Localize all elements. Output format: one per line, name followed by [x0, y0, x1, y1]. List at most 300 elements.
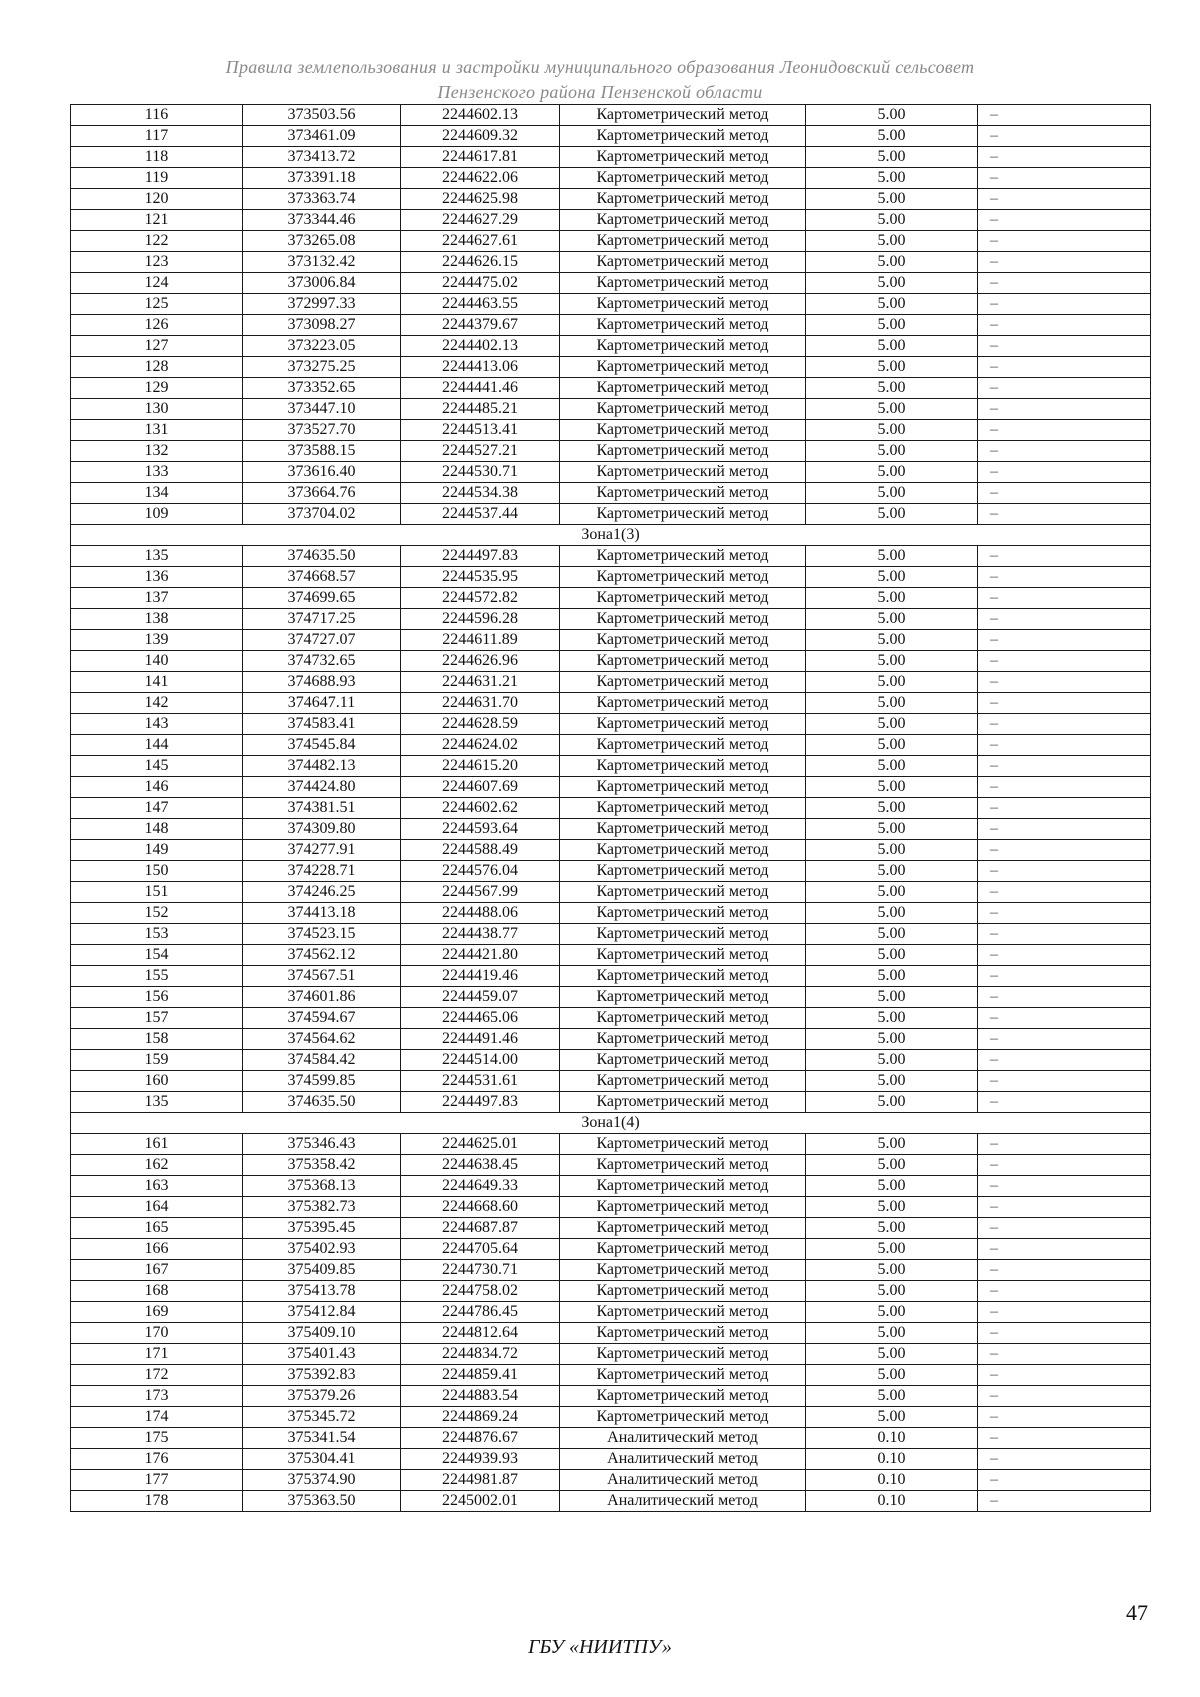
accuracy-cell: 5.00: [806, 1218, 978, 1239]
x-coordinate-cell: 375392.83: [243, 1365, 401, 1386]
point-number-cell: 175: [71, 1428, 243, 1449]
x-coordinate-cell: 375374.90: [243, 1470, 401, 1491]
table-row: [71, 966, 1151, 987]
x-coordinate-cell: 373132.42: [243, 252, 401, 273]
x-coordinate-cell: 375402.93: [243, 1239, 401, 1260]
accuracy-cell: 5.00: [806, 126, 978, 147]
y-coordinate-cell: 2244438.77: [401, 924, 560, 945]
y-coordinate-cell: 2244530.71: [401, 462, 560, 483]
description-cell: –: [978, 609, 1151, 630]
table-row: [71, 630, 1151, 651]
x-coordinate-cell: 373391.18: [243, 168, 401, 189]
accuracy-cell: 5.00: [806, 315, 978, 336]
x-coordinate-cell: 374523.15: [243, 924, 401, 945]
table-row: [71, 294, 1151, 315]
x-coordinate-cell: 374699.65: [243, 588, 401, 609]
point-number-cell: 171: [71, 1344, 243, 1365]
table-row: [71, 1260, 1151, 1281]
y-coordinate-cell: 2244537.44: [401, 504, 560, 525]
point-number-cell: 125: [71, 294, 243, 315]
x-coordinate-cell: 373265.08: [243, 231, 401, 252]
method-cell: Картометрический метод: [560, 1386, 806, 1407]
accuracy-cell: 5.00: [806, 651, 978, 672]
x-coordinate-cell: 374732.65: [243, 651, 401, 672]
accuracy-cell: 5.00: [806, 483, 978, 504]
description-cell: –: [978, 1197, 1151, 1218]
x-coordinate-cell: 375304.41: [243, 1449, 401, 1470]
point-number-cell: 142: [71, 693, 243, 714]
point-number-cell: 139: [71, 630, 243, 651]
table-row: [71, 378, 1151, 399]
accuracy-cell: 5.00: [806, 777, 978, 798]
method-cell: Картометрический метод: [560, 315, 806, 336]
accuracy-cell: 5.00: [806, 1050, 978, 1071]
y-coordinate-cell: 2244572.82: [401, 588, 560, 609]
y-coordinate-cell: 2244705.64: [401, 1239, 560, 1260]
table-row: [71, 1218, 1151, 1239]
description-cell: –: [978, 1239, 1151, 1260]
table-row: [71, 441, 1151, 462]
x-coordinate-cell: 375395.45: [243, 1218, 401, 1239]
description-cell: –: [978, 1449, 1151, 1470]
table-row: [71, 1197, 1151, 1218]
x-coordinate-cell: 375358.42: [243, 1155, 401, 1176]
accuracy-cell: 5.00: [806, 1302, 978, 1323]
point-number-cell: 135: [71, 546, 243, 567]
table-row: [71, 1365, 1151, 1386]
accuracy-cell: 5.00: [806, 1323, 978, 1344]
y-coordinate-cell: 2244441.46: [401, 378, 560, 399]
y-coordinate-cell: 2244638.45: [401, 1155, 560, 1176]
point-number-cell: 165: [71, 1218, 243, 1239]
table-row: [71, 987, 1151, 1008]
table-row: [71, 1092, 1151, 1113]
document-header: [150, 55, 1050, 105]
table-row: [71, 588, 1151, 609]
description-cell: –: [978, 1155, 1151, 1176]
description-cell: –: [978, 1323, 1151, 1344]
table-row: [71, 420, 1151, 441]
method-cell: Картометрический метод: [560, 105, 806, 126]
point-number-cell: 134: [71, 483, 243, 504]
method-cell: Картометрический метод: [560, 336, 806, 357]
x-coordinate-cell: 373503.56: [243, 105, 401, 126]
description-cell: –: [978, 126, 1151, 147]
description-cell: –: [978, 441, 1151, 462]
description-cell: –: [978, 672, 1151, 693]
method-cell: Картометрический метод: [560, 987, 806, 1008]
accuracy-cell: 5.00: [806, 357, 978, 378]
method-cell: Картометрический метод: [560, 462, 806, 483]
point-number-cell: 118: [71, 147, 243, 168]
header-line-2: Пензенского района Пензенской области: [437, 82, 763, 102]
method-cell: Аналитический метод: [560, 1449, 806, 1470]
table-row: [71, 1239, 1151, 1260]
y-coordinate-cell: 2244465.06: [401, 1008, 560, 1029]
point-number-cell: 150: [71, 861, 243, 882]
point-number-cell: 132: [71, 441, 243, 462]
coordinates-table-body: [71, 105, 1151, 1512]
description-cell: –: [978, 1008, 1151, 1029]
description-cell: –: [978, 294, 1151, 315]
description-cell: –: [978, 168, 1151, 189]
y-coordinate-cell: 2244631.70: [401, 693, 560, 714]
table-row: [71, 105, 1151, 126]
method-cell: Картометрический метод: [560, 1302, 806, 1323]
description-cell: –: [978, 1344, 1151, 1365]
accuracy-cell: 5.00: [806, 147, 978, 168]
y-coordinate-cell: 2244859.41: [401, 1365, 560, 1386]
point-number-cell: 161: [71, 1134, 243, 1155]
y-coordinate-cell: 2244786.45: [401, 1302, 560, 1323]
method-cell: Картометрический метод: [560, 189, 806, 210]
method-cell: Картометрический метод: [560, 966, 806, 987]
y-coordinate-cell: 2244514.00: [401, 1050, 560, 1071]
accuracy-cell: 5.00: [806, 504, 978, 525]
table-row: [71, 693, 1151, 714]
description-cell: –: [978, 819, 1151, 840]
point-number-cell: 174: [71, 1407, 243, 1428]
point-number-cell: 168: [71, 1281, 243, 1302]
method-cell: Картометрический метод: [560, 693, 806, 714]
zone-label: Зона1(4): [71, 1113, 1151, 1134]
description-cell: –: [978, 483, 1151, 504]
y-coordinate-cell: 2244627.61: [401, 231, 560, 252]
point-number-cell: 170: [71, 1323, 243, 1344]
accuracy-cell: 5.00: [806, 1008, 978, 1029]
y-coordinate-cell: 2244981.87: [401, 1470, 560, 1491]
table-row: [71, 840, 1151, 861]
table-row: [71, 336, 1151, 357]
description-cell: –: [978, 798, 1151, 819]
method-cell: Картометрический метод: [560, 399, 806, 420]
method-cell: Картометрический метод: [560, 672, 806, 693]
x-coordinate-cell: 374583.41: [243, 714, 401, 735]
accuracy-cell: 5.00: [806, 399, 978, 420]
x-coordinate-cell: 374601.86: [243, 987, 401, 1008]
y-coordinate-cell: 2244567.99: [401, 882, 560, 903]
x-coordinate-cell: 373588.15: [243, 441, 401, 462]
x-coordinate-cell: 373223.05: [243, 336, 401, 357]
table-row: [71, 567, 1151, 588]
method-cell: Картометрический метод: [560, 1260, 806, 1281]
description-cell: –: [978, 336, 1151, 357]
point-number-cell: 140: [71, 651, 243, 672]
x-coordinate-cell: 373275.25: [243, 357, 401, 378]
method-cell: Картометрический метод: [560, 840, 806, 861]
method-cell: Аналитический метод: [560, 1428, 806, 1449]
table-row: [71, 483, 1151, 504]
point-number-cell: 155: [71, 966, 243, 987]
point-number-cell: 127: [71, 336, 243, 357]
method-cell: Картометрический метод: [560, 1008, 806, 1029]
accuracy-cell: 5.00: [806, 1365, 978, 1386]
y-coordinate-cell: 2244602.62: [401, 798, 560, 819]
point-number-cell: 109: [71, 504, 243, 525]
method-cell: Картометрический метод: [560, 798, 806, 819]
method-cell: Картометрический метод: [560, 504, 806, 525]
accuracy-cell: 5.00: [806, 693, 978, 714]
point-number-cell: 122: [71, 231, 243, 252]
y-coordinate-cell: 2244531.61: [401, 1071, 560, 1092]
description-cell: –: [978, 567, 1151, 588]
point-number-cell: 126: [71, 315, 243, 336]
accuracy-cell: 5.00: [806, 546, 978, 567]
accuracy-cell: 5.00: [806, 1176, 978, 1197]
point-number-cell: 151: [71, 882, 243, 903]
zone-label: Зона1(3): [71, 525, 1151, 546]
table-row: [71, 819, 1151, 840]
point-number-cell: 176: [71, 1449, 243, 1470]
table-row: [71, 210, 1151, 231]
y-coordinate-cell: 2244609.32: [401, 126, 560, 147]
description-cell: –: [978, 861, 1151, 882]
accuracy-cell: 5.00: [806, 1071, 978, 1092]
description-cell: –: [978, 756, 1151, 777]
table-row: [71, 798, 1151, 819]
method-cell: Картометрический метод: [560, 231, 806, 252]
accuracy-cell: 5.00: [806, 819, 978, 840]
y-coordinate-cell: 2244649.33: [401, 1176, 560, 1197]
point-number-cell: 167: [71, 1260, 243, 1281]
x-coordinate-cell: 375409.85: [243, 1260, 401, 1281]
accuracy-cell: 5.00: [806, 567, 978, 588]
method-cell: Картометрический метод: [560, 588, 806, 609]
y-coordinate-cell: 2244876.67: [401, 1428, 560, 1449]
method-cell: Картометрический метод: [560, 1071, 806, 1092]
description-cell: –: [978, 882, 1151, 903]
accuracy-cell: 5.00: [806, 756, 978, 777]
coordinates-table: [70, 104, 1151, 1512]
x-coordinate-cell: 375368.13: [243, 1176, 401, 1197]
table-row: [71, 147, 1151, 168]
description-cell: –: [978, 693, 1151, 714]
point-number-cell: 160: [71, 1071, 243, 1092]
accuracy-cell: 5.00: [806, 1197, 978, 1218]
x-coordinate-cell: 373098.27: [243, 315, 401, 336]
accuracy-cell: 5.00: [806, 840, 978, 861]
accuracy-cell: 5.00: [806, 609, 978, 630]
point-number-cell: 119: [71, 168, 243, 189]
accuracy-cell: 5.00: [806, 987, 978, 1008]
table-row: [71, 1407, 1151, 1428]
accuracy-cell: 5.00: [806, 588, 978, 609]
point-number-cell: 172: [71, 1365, 243, 1386]
description-cell: –: [978, 1176, 1151, 1197]
method-cell: Картометрический метод: [560, 861, 806, 882]
x-coordinate-cell: 373527.70: [243, 420, 401, 441]
point-number-cell: 178: [71, 1491, 243, 1512]
y-coordinate-cell: 2244527.21: [401, 441, 560, 462]
x-coordinate-cell: 375346.43: [243, 1134, 401, 1155]
method-cell: Картометрический метод: [560, 1344, 806, 1365]
table-row: [71, 945, 1151, 966]
method-cell: Картометрический метод: [560, 819, 806, 840]
table-row: [71, 462, 1151, 483]
y-coordinate-cell: 2244588.49: [401, 840, 560, 861]
description-cell: –: [978, 1071, 1151, 1092]
x-coordinate-cell: 375409.10: [243, 1323, 401, 1344]
table-row: [71, 1491, 1151, 1512]
table-row: [71, 1344, 1151, 1365]
x-coordinate-cell: 372997.33: [243, 294, 401, 315]
table-row: [71, 609, 1151, 630]
y-coordinate-cell: 2244497.83: [401, 1092, 560, 1113]
table-row: [71, 231, 1151, 252]
y-coordinate-cell: 2244602.13: [401, 105, 560, 126]
point-number-cell: 159: [71, 1050, 243, 1071]
method-cell: Аналитический метод: [560, 1491, 806, 1512]
method-cell: Картометрический метод: [560, 777, 806, 798]
x-coordinate-cell: 374599.85: [243, 1071, 401, 1092]
method-cell: Картометрический метод: [560, 735, 806, 756]
method-cell: Картометрический метод: [560, 882, 806, 903]
description-cell: –: [978, 504, 1151, 525]
accuracy-cell: 5.00: [806, 441, 978, 462]
y-coordinate-cell: 2244617.81: [401, 147, 560, 168]
table-row: [71, 882, 1151, 903]
point-number-cell: 166: [71, 1239, 243, 1260]
description-cell: –: [978, 777, 1151, 798]
y-coordinate-cell: 2245002.01: [401, 1491, 560, 1512]
y-coordinate-cell: 2244463.55: [401, 294, 560, 315]
point-number-cell: 156: [71, 987, 243, 1008]
table-row: [71, 1029, 1151, 1050]
description-cell: –: [978, 189, 1151, 210]
x-coordinate-cell: 373704.02: [243, 504, 401, 525]
y-coordinate-cell: 2244626.15: [401, 252, 560, 273]
accuracy-cell: 0.10: [806, 1449, 978, 1470]
accuracy-cell: 5.00: [806, 798, 978, 819]
point-number-cell: 123: [71, 252, 243, 273]
x-coordinate-cell: 374545.84: [243, 735, 401, 756]
method-cell: Картометрический метод: [560, 630, 806, 651]
method-cell: Картометрический метод: [560, 210, 806, 231]
x-coordinate-cell: 374564.62: [243, 1029, 401, 1050]
point-number-cell: 143: [71, 714, 243, 735]
method-cell: Картометрический метод: [560, 1218, 806, 1239]
x-coordinate-cell: 374717.25: [243, 609, 401, 630]
method-cell: Картометрический метод: [560, 714, 806, 735]
y-coordinate-cell: 2244488.06: [401, 903, 560, 924]
accuracy-cell: 5.00: [806, 105, 978, 126]
x-coordinate-cell: 373447.10: [243, 399, 401, 420]
point-number-cell: 146: [71, 777, 243, 798]
table-row: [71, 504, 1151, 525]
description-cell: –: [978, 924, 1151, 945]
y-coordinate-cell: 2244625.98: [401, 189, 560, 210]
x-coordinate-cell: 374381.51: [243, 798, 401, 819]
description-cell: –: [978, 1365, 1151, 1386]
document-footer: ГБУ «НИИТПУ»: [528, 1636, 672, 1658]
description-cell: –: [978, 588, 1151, 609]
y-coordinate-cell: 2244622.06: [401, 168, 560, 189]
point-number-cell: 147: [71, 798, 243, 819]
description-cell: –: [978, 1260, 1151, 1281]
description-cell: –: [978, 1134, 1151, 1155]
method-cell: Картометрический метод: [560, 1197, 806, 1218]
accuracy-cell: 5.00: [806, 210, 978, 231]
description-cell: –: [978, 1428, 1151, 1449]
table-row: [71, 735, 1151, 756]
description-cell: –: [978, 147, 1151, 168]
accuracy-cell: 5.00: [806, 420, 978, 441]
accuracy-cell: 0.10: [806, 1428, 978, 1449]
y-coordinate-cell: 2244513.41: [401, 420, 560, 441]
description-cell: –: [978, 651, 1151, 672]
method-cell: Картометрический метод: [560, 546, 806, 567]
y-coordinate-cell: 2244624.02: [401, 735, 560, 756]
method-cell: Картометрический метод: [560, 567, 806, 588]
y-coordinate-cell: 2244593.64: [401, 819, 560, 840]
y-coordinate-cell: 2244812.64: [401, 1323, 560, 1344]
method-cell: Картометрический метод: [560, 483, 806, 504]
point-number-cell: 137: [71, 588, 243, 609]
accuracy-cell: 0.10: [806, 1491, 978, 1512]
method-cell: Картометрический метод: [560, 924, 806, 945]
method-cell: Аналитический метод: [560, 1470, 806, 1491]
table-row: [71, 1008, 1151, 1029]
x-coordinate-cell: 374567.51: [243, 966, 401, 987]
table-row: [71, 1470, 1151, 1491]
method-cell: Картометрический метод: [560, 1134, 806, 1155]
description-cell: –: [978, 840, 1151, 861]
accuracy-cell: 5.00: [806, 189, 978, 210]
point-number-cell: 128: [71, 357, 243, 378]
point-number-cell: 164: [71, 1197, 243, 1218]
x-coordinate-cell: 373616.40: [243, 462, 401, 483]
y-coordinate-cell: 2244615.20: [401, 756, 560, 777]
table-row: [71, 777, 1151, 798]
accuracy-cell: 5.00: [806, 903, 978, 924]
x-coordinate-cell: 373352.65: [243, 378, 401, 399]
accuracy-cell: 5.00: [806, 378, 978, 399]
x-coordinate-cell: 375412.84: [243, 1302, 401, 1323]
y-coordinate-cell: 2244485.21: [401, 399, 560, 420]
table-row: [71, 1449, 1151, 1470]
description-cell: –: [978, 546, 1151, 567]
point-number-cell: 141: [71, 672, 243, 693]
table-row: [71, 1428, 1151, 1449]
y-coordinate-cell: 2244379.67: [401, 315, 560, 336]
x-coordinate-cell: 373413.72: [243, 147, 401, 168]
y-coordinate-cell: 2244631.21: [401, 672, 560, 693]
description-cell: –: [978, 1029, 1151, 1050]
accuracy-cell: 5.00: [806, 735, 978, 756]
table-row: [71, 1323, 1151, 1344]
point-number-cell: 116: [71, 105, 243, 126]
accuracy-cell: 0.10: [806, 1470, 978, 1491]
y-coordinate-cell: 2244497.83: [401, 546, 560, 567]
accuracy-cell: 5.00: [806, 252, 978, 273]
point-number-cell: 149: [71, 840, 243, 861]
description-cell: –: [978, 945, 1151, 966]
method-cell: Картометрический метод: [560, 378, 806, 399]
description-cell: –: [978, 903, 1151, 924]
accuracy-cell: 5.00: [806, 966, 978, 987]
description-cell: –: [978, 210, 1151, 231]
y-coordinate-cell: 2244596.28: [401, 609, 560, 630]
accuracy-cell: 5.00: [806, 273, 978, 294]
table-row: [71, 546, 1151, 567]
x-coordinate-cell: 374635.50: [243, 546, 401, 567]
y-coordinate-cell: 2244939.93: [401, 1449, 560, 1470]
accuracy-cell: 5.00: [806, 294, 978, 315]
x-coordinate-cell: 373664.76: [243, 483, 401, 504]
description-cell: –: [978, 1302, 1151, 1323]
description-cell: –: [978, 1050, 1151, 1071]
table-row: [71, 315, 1151, 336]
